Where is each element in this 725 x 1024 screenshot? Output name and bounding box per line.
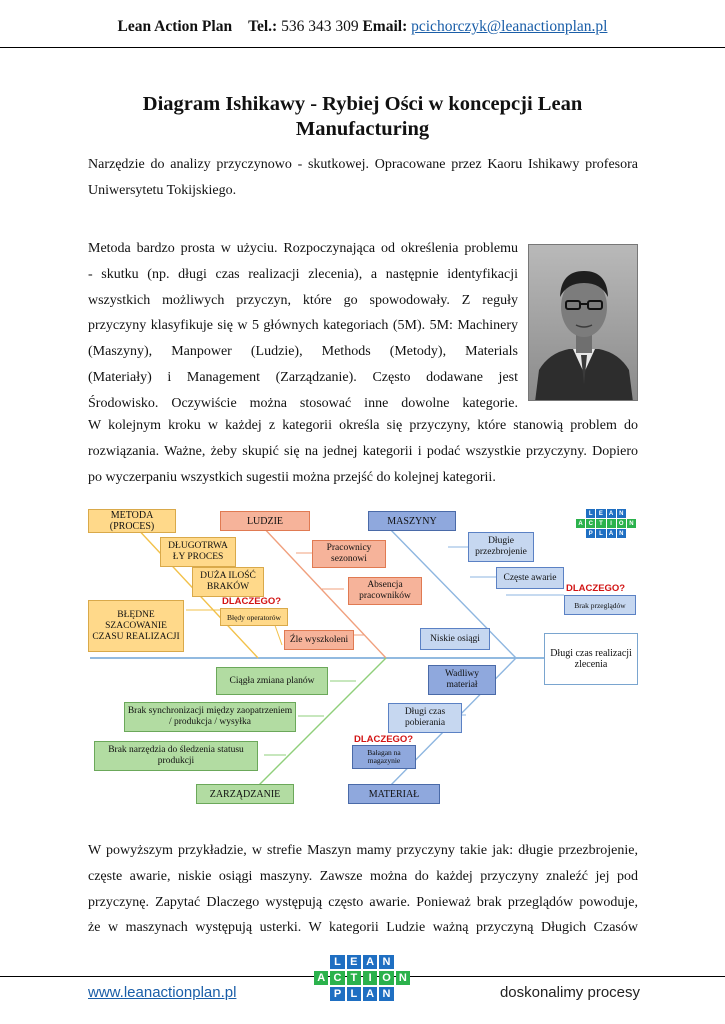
logo-letter: A (607, 509, 616, 518)
text-line: - skutku (np. długi czas realizacji zlecenia), a następnie identyfikacji (88, 266, 518, 282)
logo-letter: A (363, 987, 377, 1001)
logo-letter: A (607, 529, 616, 538)
header-divider (0, 47, 725, 48)
text-line: przyczyny klasyfikuje się w 5 głównych kategoriach (5M). 5M: Machinery (88, 318, 518, 334)
text-line: (Materiały) i Management (Zarządzanie). Często dodawane jest (88, 369, 518, 385)
logo-letter: N (396, 971, 410, 985)
email-link[interactable]: pcichorczyk@leanactionplan.pl (411, 18, 608, 35)
email-label: Email: (362, 18, 408, 35)
text-line: W kolejnym kroku w każdej z kategorii określa się przyczyny, które stanowią problem do (88, 418, 638, 433)
lean-logo-small (576, 509, 636, 538)
effect-box: Długi czas realizacji zlecenia (544, 633, 638, 685)
text-line: Środowisko. Oczywiście można stosować inne dowolne kategorie. (88, 395, 518, 411)
text-line: Narzędzie do analizy przyczynowo - skutkowej. Opracowane przez Kaoru Ishikawy profesora (88, 157, 638, 172)
category-zarzadzanie: ZARZĄDZANIE (196, 784, 294, 804)
method-paragraph (88, 236, 518, 417)
logo-letter: T (596, 519, 605, 528)
logo-letter: I (363, 971, 377, 985)
cause-pracownicy-sezonowi: Pracownicy sezonowi (312, 540, 386, 568)
text-line: Metoda bardzo prosta w użyciu. Rozpoczynająca od określenia problemu (88, 241, 518, 256)
example-paragraph (88, 838, 638, 941)
steps-paragraph (88, 413, 638, 490)
cause-brak-synchronizacji: Brak synchronizacji między zaopatrzeniem / produkcja / wysyłka (124, 702, 296, 732)
logo-letter: N (627, 519, 636, 528)
logo-letter: A (363, 955, 377, 969)
cause-niskie-osiagi: Niskie osiągi (420, 628, 490, 650)
category-metoda: METODA (PROCES) (88, 509, 176, 533)
text-line: wszystkich możliwych przyczyn, które go spowodowały. Z reguły (88, 292, 518, 308)
logo-letter: I (607, 519, 616, 528)
logo-letter: C (330, 971, 344, 985)
cause-wadliwy-material: Wadliwy materiał (428, 665, 496, 695)
company-name: Lean Action Plan (117, 18, 233, 35)
page-header (0, 18, 725, 36)
text-line: po wyczerpaniu wszystkich sugestii można przejść do kolejnej kategorii. (88, 469, 496, 485)
cause-ciagla-zmiana-planow: Ciągła zmiana planów (216, 667, 328, 695)
why-label: DLACZEGO? (566, 583, 626, 594)
text-line: (Maszyny), Manpower (Ludzie), Methods (Metody), Materials (88, 344, 518, 360)
logo-letter: N (617, 509, 626, 518)
logo-letter: N (617, 529, 626, 538)
logo-letter: P (330, 987, 344, 1001)
logo-letter: L (347, 987, 361, 1001)
text-line: Uniwersytetu Tokijskiego. (88, 182, 237, 198)
cause-bledne-szacowanie: BŁĘDNE SZACOWANIE CZASU REALIZACJI (88, 600, 184, 652)
text-line: częste awarie, niskie osiągi maszyny. Zawsze można do każdej przyczyny znaleźć jej pod (88, 868, 638, 884)
logo-letter: O (379, 971, 393, 985)
website-link[interactable]: www.leanactionplan.pl (88, 984, 237, 1001)
logo-letter: T (347, 971, 361, 985)
category-material: MATERIAŁ (348, 784, 440, 804)
logo-letter: A (314, 971, 328, 985)
logo-letter: C (586, 519, 595, 528)
cause-dlugotrwaly-proces: DŁUGOTRWA ŁY PROCES (160, 537, 236, 567)
cause-brak-przegladow: Brak przeglądów (564, 595, 636, 615)
cause-brak-narzedzia: Brak narzędzia do śledzenia statusu produkcji (94, 741, 258, 771)
title-line-2: Manufacturing (295, 118, 430, 140)
cause-dlugie-przezbrojenie: Długie przezbrojenie (468, 532, 534, 562)
text-line: rozwiązania. Ważne, żeby skupić się na jednej kategorii i podać wszystkie przyczyny. Dopiero (88, 443, 638, 459)
logo-letter: L (586, 509, 595, 518)
category-ludzie: LUDZIE (220, 511, 310, 531)
logo-letter: P (586, 529, 595, 538)
logo-letter: E (347, 955, 361, 969)
logo-letter: O (617, 519, 626, 528)
title-line-1: Diagram Ishikawy - Rybiej Ości w koncepcji Lean (142, 93, 583, 115)
cause-absencja-pracownikow: Absencja pracowników (348, 577, 422, 605)
logo-letter: E (596, 509, 605, 518)
cause-zle-wyszkoleni: Źle wyszkoleni (284, 630, 354, 650)
intro-paragraph (88, 152, 638, 204)
cause-balagan-na-magazynie: Bałagan na magazynie (352, 745, 416, 769)
cause-bledy-operatorow: Błędy operatorów (220, 608, 288, 626)
tel-number: 536 343 309 (281, 18, 359, 35)
lean-logo-footer (314, 955, 410, 1001)
logo-letter: N (379, 955, 393, 969)
cause-czeste-awarie: Częste awarie (496, 567, 564, 589)
footer-slogan: doskonalimy procesy (499, 984, 640, 1001)
text-line: przyczynę. Zapytać Dlaczego występują często awarie. Ponieważ brak przeglądów powoduje, (88, 894, 638, 910)
ishikawa-diagram (86, 505, 642, 810)
why-label: DLACZEGO? (354, 734, 414, 745)
cause-duza-ilosc-brakow: DUŻA ILOŚĆ BRAKÓW (192, 567, 264, 597)
cause-dlugi-czas-pobierania: Długi czas pobierania (388, 703, 462, 733)
page-title (60, 92, 665, 142)
text-line: że w maszynach występują usterki. W kategorii Ludzie ważną przyczyną Długich Czasów (88, 920, 638, 936)
logo-letter: N (379, 987, 393, 1001)
text-line: W powyższym przykładzie, w strefie Maszyn mamy przyczyny takie jak: długie przezbrojenie, (88, 843, 638, 858)
category-maszyny: MASZYNY (368, 511, 456, 531)
portrait-photo (528, 244, 638, 401)
why-label: DLACZEGO? (222, 596, 282, 607)
tel-label: Tel.: (248, 18, 278, 35)
logo-letter: A (576, 519, 585, 528)
logo-letter: L (596, 529, 605, 538)
logo-letter: L (330, 955, 344, 969)
